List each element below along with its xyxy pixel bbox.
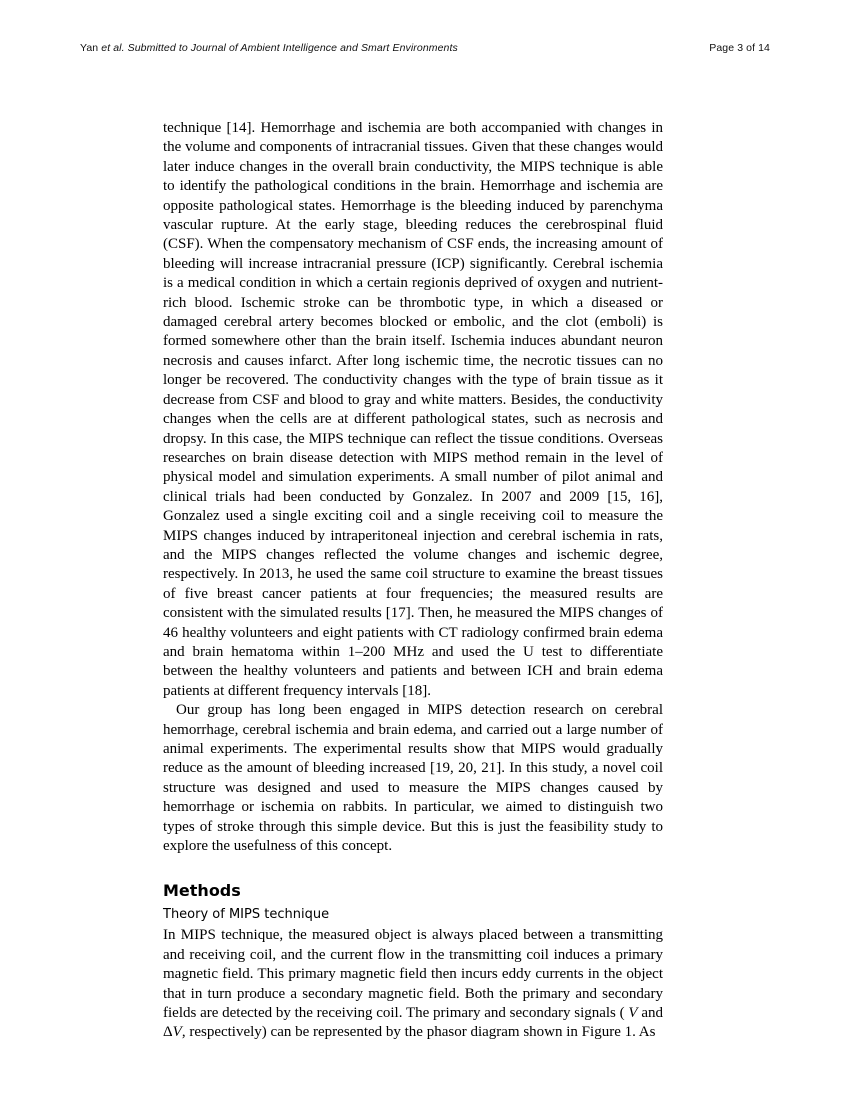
text-run: In MIPS technique, the measured object is always placed between a transmitting and receiving coil, and the current flow in the transmitting coil induces a primary magnetic field. This primary magnetic field then incurs eddy currents in the object that in turn produce a secondary magnetic field. Both the primary and secondary fields are detected by the receiving coil. The primary and secondary signals (	[163, 927, 663, 1022]
text-run: , respectively) can be represented by the phasor diagram shown in Figure 1. As	[181, 1024, 656, 1041]
section-heading-methods: Methods	[163, 881, 241, 901]
paragraph-mips-theory	[163, 926, 663, 1042]
running-head	[80, 42, 458, 54]
subsection-heading-theory: Theory of MIPS technique	[163, 907, 330, 923]
text-run: and Δ	[163, 1005, 663, 1041]
math-variable: V	[172, 1024, 182, 1041]
page-header	[80, 42, 770, 54]
running-head-author: Yan	[80, 42, 99, 54]
math-variable: V	[628, 1005, 638, 1022]
running-head-title: et al. Submitted to Journal of Ambient Intelligence and Smart Environments	[101, 42, 458, 54]
paragraph-introduction-continued: technique [14]. Hemorrhage and ischemia are both accompanied with changes in the volume and components of intracranial tissues. Given that these changes would later induce changes in the overall brain conductivity, the MIPS technique is able to identify the pathological conditions in the brain. Hemorrhage and ischemia are opposite pathological states. Hemorrhage is the bleeding induced by parenchyma vascular rupture. At the early stage, bleeding reduces the cerebrospinal fluid (CSF). When the compensatory mechanism of CSF ends, the increasing amount of bleeding will increase intracranial pressure (ICP) significantly. Cerebral ischemia is a medical condition in which a certain regionis deprived of oxygen and nutrient-rich blood. Ischemic stroke can be thrombotic type, in which a diseased or damaged cerebral artery becomes blocked or embolic, and the clot (emboli) is formed somewhere other than the brain itself. Ischemia induces abundant neuron necrosis and causes infarct. After long ischemic time, the necrotic tissues can no longer be recovered. The conductivity changes with the type of brain tissue as it decrease from CSF and blood to gray and white matters. Besides, the conductivity changes when the cells are at different pathological states, such as necrosis and dropsy. In this case, the MIPS technique can reflect the tissue conditions. Overseas researches on brain disease detection with MIPS method remain in the level of physical model and simulation experiments. A small number of pilot animal and clinical trials had been conducted by Gonzalez. In 2007 and 2009 [15, 16], Gonzalez used a single exciting coil and a single receiving coil to measure the MIPS changes induced by intraperitoneal injection and cerebral ischemia in rats, and the MIPS changes reflected the volume changes and ischemic degree, respectively. In 2013, he used the same coil structure to examine the breast tissues of five breast cancer patients at four frequencies; the measured results are consistent with the simulated results [17]. Then, he measured the MIPS changes of 46 healthy volunteers and eight patients with CT radiology confirmed brain edema and brain hematoma within 1–200 MHz and used the U test to differentiate between the healthy volunteers and patients and between ICH and brain edema patients at different frequency intervals [18].	[163, 120, 663, 699]
page-number: Page 3 of 14	[709, 42, 770, 54]
article-body	[163, 119, 663, 1043]
paragraph-our-group: Our group has long been engaged in MIPS detection research on cerebral hemorrhage, cerebral ischemia and brain edema, and carried out a large number of animal experiments. The experimental results show that MIPS would gradually reduce as the amount of bleeding increased [19, 20, 21]. In this study, a novel coil structure was designed and used to measure the MIPS changes caused by hemorrhage or ischemia on rabbits. In particular, we aimed to distinguish two types of stroke through this simple device. But this is just the feasibility study to explore the usefulness of this concept.	[163, 702, 663, 855]
